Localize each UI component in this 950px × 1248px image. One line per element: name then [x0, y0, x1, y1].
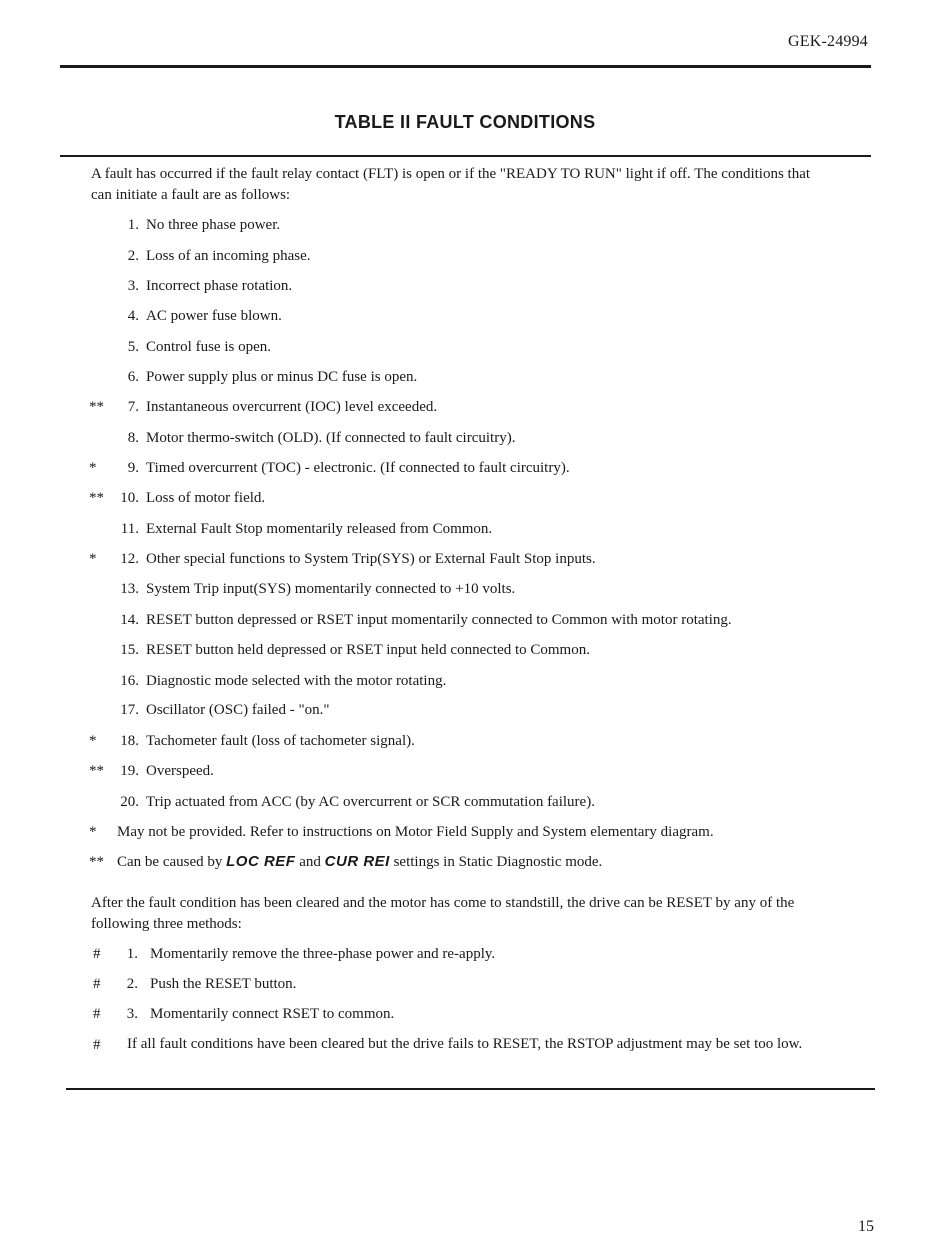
list-text: Momentarily remove the three-phase power and re-apply. [150, 946, 496, 962]
list-marker: * [89, 460, 97, 476]
list-text: System Trip input(SYS) momentarily connected to +10 volts. [146, 581, 516, 597]
list-number: 13. [120, 581, 139, 597]
reset-note-text: If all fault conditions have been cleared but the drive fails to RESET, the RSTOP adjustment may be set too low. [127, 1036, 803, 1052]
footnote-marker: ** [89, 854, 104, 870]
cur-ref-code: CUR REI [324, 853, 390, 870]
list-number: 7. [127, 399, 139, 415]
footnote-and: and [299, 854, 321, 870]
table-title: TABLE II FAULT CONDITIONS [334, 112, 596, 132]
list-number: 15. [120, 642, 139, 658]
loc-ref-code: LOC REF [226, 853, 296, 870]
list-text: No three phase power. [146, 217, 281, 233]
title-rule [60, 155, 871, 157]
list-marker: ** [89, 490, 104, 506]
list-text: Tachometer fault (loss of tachometer signal). [146, 733, 415, 749]
list-number: 14. [120, 612, 139, 628]
header-rule [60, 65, 871, 68]
footnote-marker: * [89, 824, 97, 840]
list-number: 5. [127, 339, 139, 355]
list-text: Momentarily connect RSET to common. [150, 1006, 395, 1022]
document-number: GEK-24994 [787, 33, 868, 50]
list-number: 20. [120, 794, 139, 810]
list-number: 11. [120, 521, 139, 537]
list-text: Control fuse is open. [146, 339, 271, 355]
list-number: 16. [120, 673, 139, 689]
list-text: Diagnostic mode selected with the motor rotating. [146, 673, 447, 689]
page-number: 15 [858, 1218, 874, 1235]
footnote-text [117, 851, 602, 873]
list-number: 1. [127, 217, 139, 233]
list-marker: # [93, 1006, 101, 1022]
list-number: 1. [126, 946, 138, 962]
list-number: 2. [126, 976, 138, 992]
list-text: Oscillator (OSC) failed - "on." [146, 702, 330, 718]
list-text: RESET button depressed or RSET input momentarily connected to Common with motor rotating. [146, 612, 732, 628]
list-text: Motor thermo-switch (OLD). (If connected to fault circuitry). [146, 430, 516, 446]
list-text: AC power fuse blown. [146, 308, 282, 324]
footer-rule [66, 1088, 875, 1090]
list-number: 17. [120, 702, 139, 718]
list-marker: * [89, 551, 97, 567]
list-text: Loss of motor field. [146, 490, 266, 506]
list-number: 6. [127, 369, 139, 385]
list-marker: # [93, 1037, 101, 1053]
list-text: External Fault Stop momentarily released from Common. [146, 521, 493, 537]
footnote-prefix: Can be caused by [117, 854, 223, 870]
list-number: 10. [120, 490, 139, 506]
list-number: 19. [120, 763, 139, 779]
list-text: Instantaneous overcurrent (IOC) level exceeded. [146, 399, 438, 415]
list-number: 9. [127, 460, 139, 476]
list-text: Overspeed. [146, 763, 214, 779]
list-text: Timed overcurrent (TOC) - electronic. (If connected to fault circuitry). [146, 460, 570, 476]
intro-paragraph: A fault has occurred if the fault relay contact (FLT) is open or if the "READY TO RUN" light if off. The conditions that can initiate a fault are as follows: [91, 166, 811, 203]
list-number: 18. [120, 733, 139, 749]
list-number: 3. [126, 1006, 138, 1022]
list-text: RESET button held depressed or RSET input held connected to Common. [146, 642, 590, 658]
reset-intro-paragraph: After the fault condition has been cleared and the motor has come to standstill, the drive can be RESET by any of the following three methods: [91, 895, 795, 932]
list-number: 12. [120, 551, 139, 567]
list-number: 8. [127, 430, 139, 446]
list-marker: * [89, 733, 97, 749]
list-number: 2. [127, 248, 139, 264]
footnote-text: May not be provided. Refer to instructions on Motor Field Supply and System elementary diagram. [117, 824, 714, 840]
list-marker: # [93, 976, 101, 992]
list-text: Push the RESET button. [150, 976, 297, 992]
footnote-suffix: settings in Static Diagnostic mode. [393, 854, 603, 870]
list-text: Other special functions to System Trip(SYS) or External Fault Stop inputs. [146, 551, 596, 567]
list-marker: ** [89, 399, 104, 415]
list-text: Trip actuated from ACC (by AC overcurrent or SCR commutation failure). [146, 794, 595, 810]
list-marker: # [93, 946, 101, 962]
list-number: 4. [127, 308, 139, 324]
list-text: Incorrect phase rotation. [146, 278, 293, 294]
list-number: 3. [127, 278, 139, 294]
list-text: Loss of an incoming phase. [146, 248, 311, 264]
list-text: Power supply plus or minus DC fuse is open. [146, 369, 418, 385]
list-marker: ** [89, 763, 104, 779]
